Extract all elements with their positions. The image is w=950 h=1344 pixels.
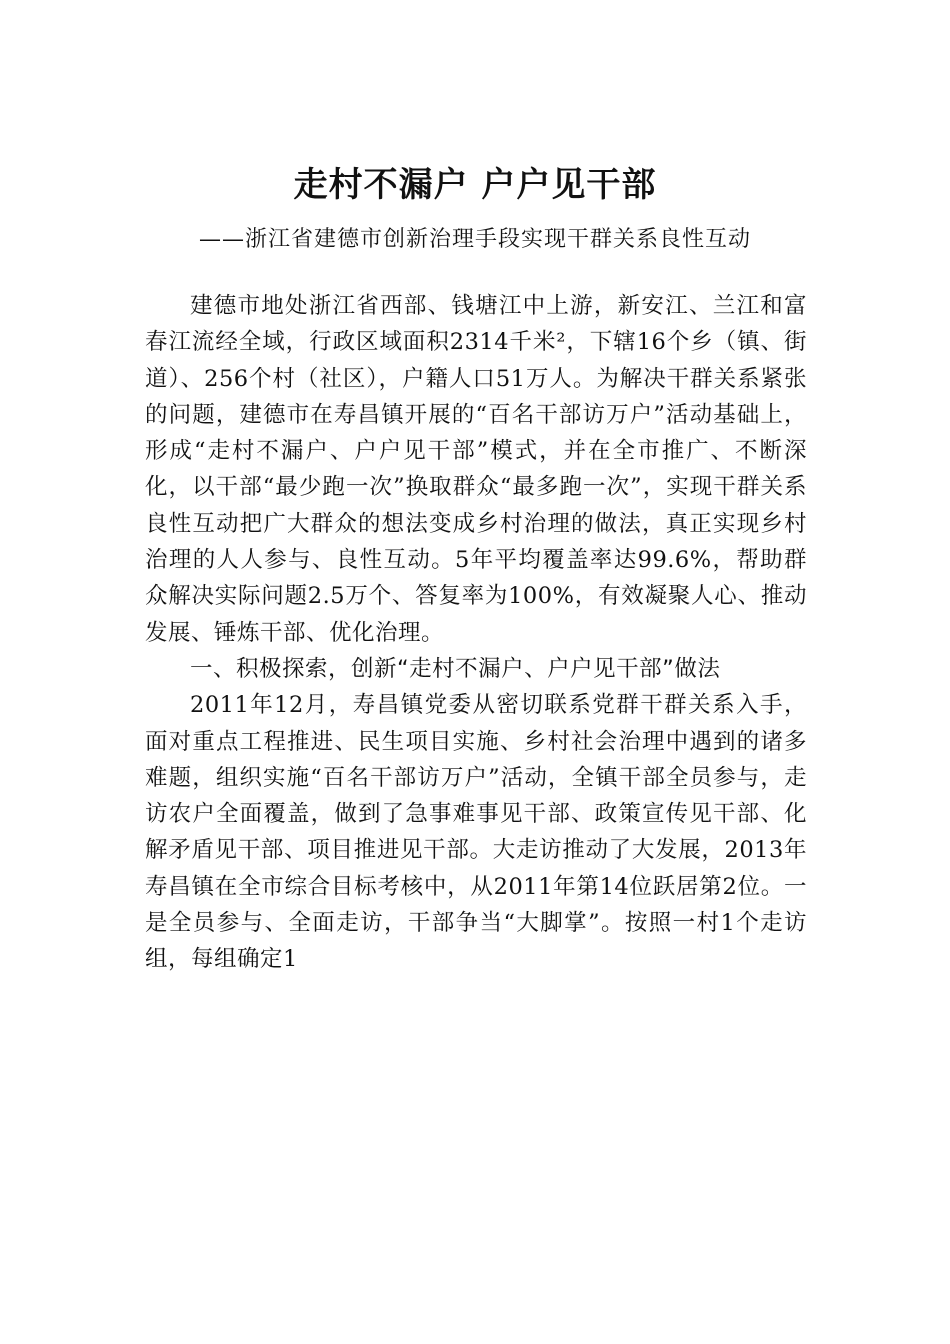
- document-body: [145, 288, 807, 978]
- document-title: 走村不漏户 户户见干部: [293, 165, 657, 205]
- document-subtitle: ——浙江省建德市创新治理手段实现干群关系良性互动: [198, 227, 751, 252]
- section-paragraph: 2011年12月，寿昌镇党委从密切联系党群干群关系入手，面对重点工程推进、民生项目实施、乡村社会治理中遇到的诸多难题，组织实施“百名干部访万户”活动，全镇干部全员参与，走访农户全面覆盖，做到了急事难事见干部、政策宣传见干部、化解矛盾见干部、项目推进见干部。大走访推动了大发展，2013年寿昌镇在全市综合目标考核中，从2011年第14位跃居第2位。一是全员参与、全面走访，干部争当“大脚掌”。按照一村1个走访组，每组确定1: [145, 692, 807, 973]
- section-heading: 一、积极探索，创新“走村不漏户、户户见干部”做法: [190, 655, 721, 682]
- intro-paragraph: 建德市地处浙江省西部、钱塘江中上游，新安江、兰江和富春江流经全域，行政区域面积2314千米²，下辖16个乡（镇、街道）、256个村（社区），户籍人口51万人。为解决干群关系紧张的问题，建德市在寿昌镇开展的“百名干部访万户”活动基础上，形成“走村不漏户、户户见干部”模式，并在全市推广、不断深化，以干部“最少跑一次”换取群众“最多跑一次”，实现干群关系良性互动把广大群众的想法变成乡村治理的做法，真正实现乡村治理的人人参与、良性互动。5年平均覆盖率达99.6%，帮助群众解决实际问题2.5万个、答复率为100%，有效凝聚人心、推动发展、锤炼干部、优化治理。: [145, 293, 807, 646]
